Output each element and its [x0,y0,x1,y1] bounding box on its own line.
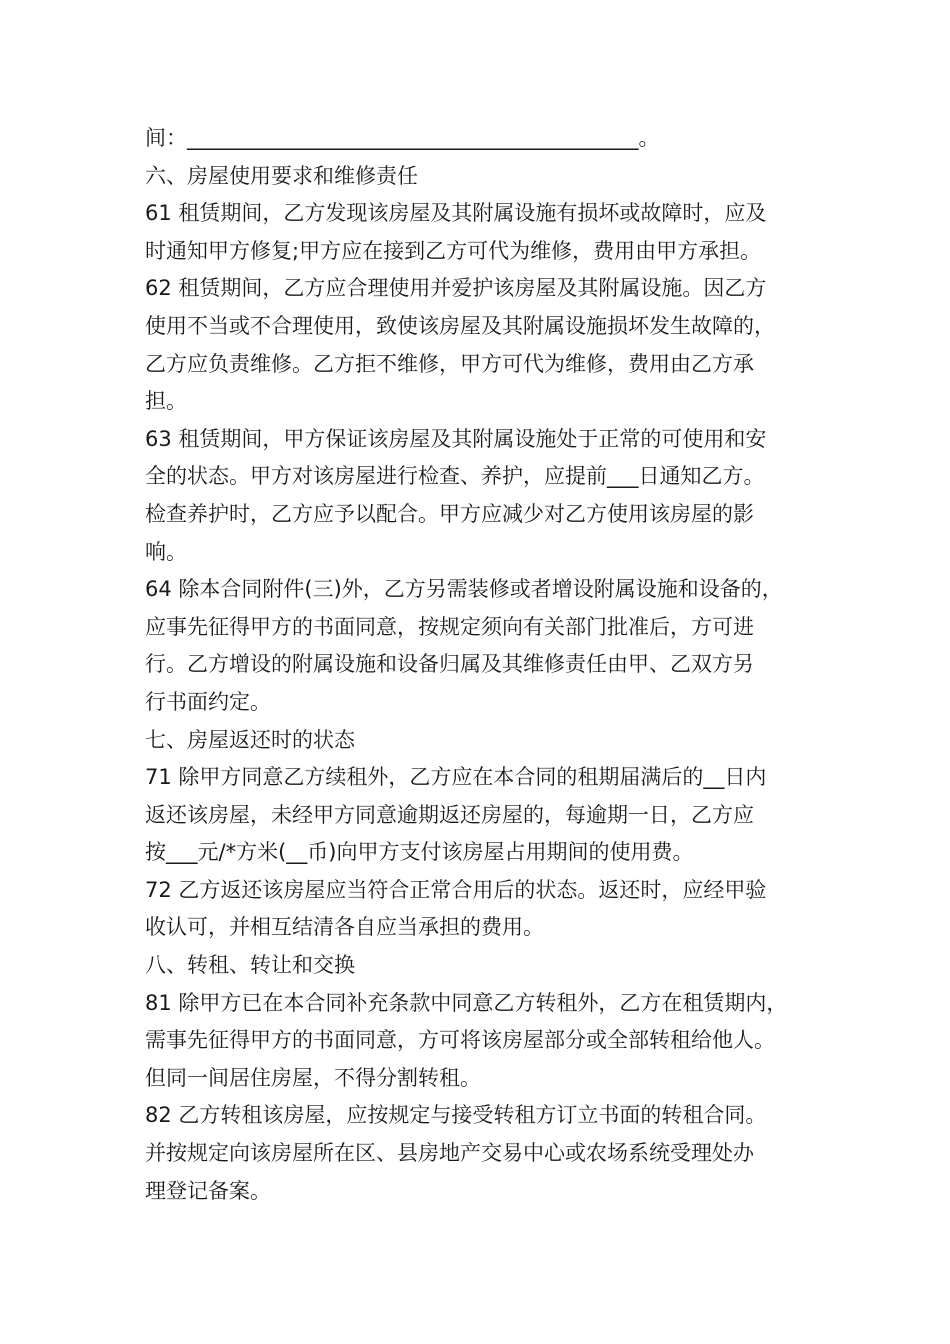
document-body [145,120,813,1210]
text-line: 理登记备案。 [145,1178,271,1203]
text-line: 行。乙方增设的附属设施和设备归属及其维修责任由甲、乙双方另 [145,652,754,677]
text-line: 71 除甲方同意乙方续租外，乙方应在本合同的租期届满后的__日内 [145,765,767,790]
text-line: 82 乙方转租该房屋，应按规定与接受转租方订立书面的转租合同。 [145,1103,767,1128]
text-line: 72 乙方返还该房屋应当符合正常合用后的状态。返还时，应经甲验 [145,877,767,902]
text-line: 63 租赁期间，甲方保证该房屋及其附属设施处于正常的可使用和安 [145,426,767,451]
section-heading-8: 八、转租、转让和交换 [145,953,355,978]
text-line: 64 除本合同附件(三)外，乙方另需装修或者增设附属设施和设备的， [145,577,783,602]
text-line: 返还该房屋，未经甲方同意逾期返还房屋的，每逾期一日，乙方应 [145,802,754,827]
text-line: 需事先征得甲方的书面同意，方可将该房屋部分或全部转租给他人。 [145,1028,775,1053]
section-heading-7: 七、房屋返还时的状态 [145,727,355,752]
text-line: 全的状态。甲方对该房屋进行检查、养护，应提前___日通知乙方。 [145,464,765,489]
section-heading-6: 六、房屋使用要求和维修责任 [145,163,418,188]
text-line: 81 除甲方已在本合同补充条款中同意乙方转租外，乙方在租赁期内， [145,990,788,1015]
text-line: 使用不当或不合理使用，致使该房屋及其附属设施损坏发生故障的， [145,313,775,338]
text-line: 收认可，并相互结清各自应当承担的费用。 [145,915,544,940]
text-line: 61 租赁期间，乙方发现该房屋及其附属设施有损坏或故障时，应及 [145,201,767,226]
text-line: 62 租赁期间，乙方应合理使用并爱护该房屋及其附属设施。因乙方 [145,276,767,301]
text-line: 并按规定向该房屋所在区、县房地产交易中心或农场系统受理处办 [145,1141,754,1166]
text-line: 检查养护时，乙方应予以配合。甲方应减少对乙方使用该房屋的影 [145,501,754,526]
text-line: 应事先征得甲方的书面同意，按规定须向有关部门批准后，方可进 [145,614,754,639]
text-line: 乙方应负责维修。乙方拒不维修，甲方可代为维修，费用由乙方承 [145,351,754,376]
text-line: 间：___________________________________________。 [145,126,660,150]
text-line: 响。 [145,539,187,564]
text-line: 担。 [145,389,187,414]
text-line: 但同一间居住房屋，不得分割转租。 [145,1065,481,1090]
text-line: 按___元/*方米(__币)向甲方支付该房屋占用期间的使用费。 [145,840,694,865]
text-line: 行书面约定。 [145,689,271,714]
text-line: 时通知甲方修复;甲方应在接到乙方可代为维修，费用由甲方承担。 [145,238,762,263]
